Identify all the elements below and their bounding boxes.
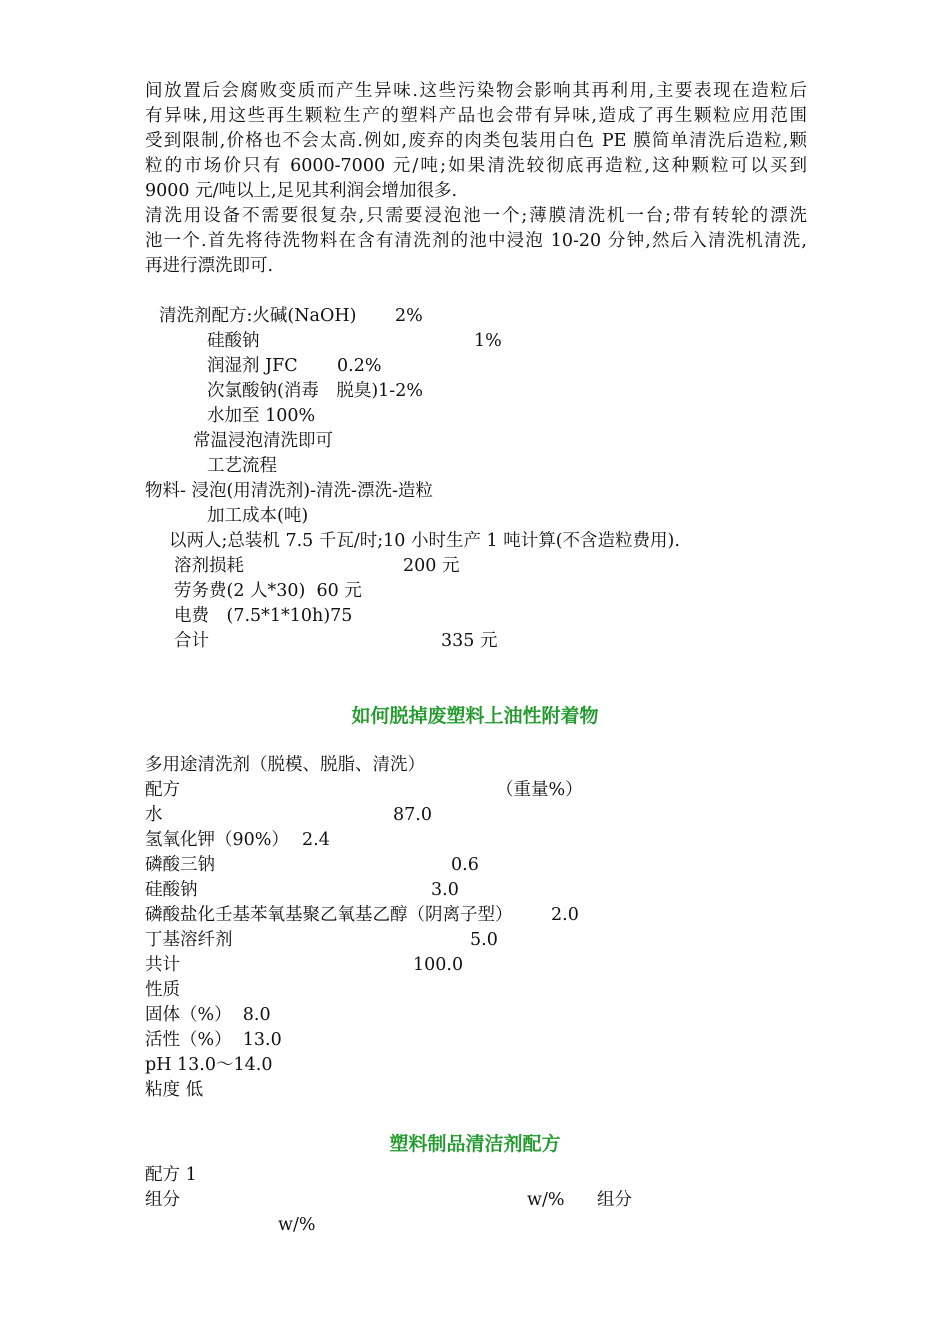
ingredient-value: 0.6: [451, 855, 479, 875]
process-flow: 物料- 浸泡(用清洗剂)-清洗-漂洗-造粒: [145, 481, 433, 501]
text-line: 池一个.首先将待洗物料在含有清洗剂的池中浸泡 10-20 分钟,然后入清洗机清洗,: [145, 231, 807, 251]
ingredient-value: 1%: [474, 331, 502, 351]
ingredient-line: 水加至 100%: [207, 406, 316, 426]
usage-note: 常温浸泡清洗即可: [193, 431, 333, 451]
section-heading: 塑料制品清洁剂配方: [389, 1133, 561, 1155]
table-header-component: 组分: [597, 1190, 632, 1210]
property-line: 粘度 低: [145, 1080, 204, 1100]
ingredient-name: 氢氧化钾（90%）: [145, 830, 289, 850]
ingredient-value: 100.0: [413, 955, 464, 975]
ingredient-value: 3.0: [431, 880, 459, 900]
formula-label: 配方 1: [145, 1165, 197, 1185]
section-subtitle: 多用途清洗剂（脱模、脱脂、清洗）: [145, 755, 425, 775]
text-line: 有异味,用这些再生颗粒生产的塑料产品也会带有异味,造成了再生颗粒应用范围: [145, 106, 807, 126]
formula-title-value: 2%: [395, 306, 423, 326]
process-title: 工艺流程: [207, 456, 277, 476]
text-line: 再进行漂洗即可.: [145, 256, 274, 276]
text-line: 清洗用设备不需要很复杂,只需要浸泡池一个;薄膜清洗机一台;带有转轮的漂洗: [145, 206, 807, 226]
table-header-weight: w/%: [527, 1190, 565, 1210]
ingredient-value: 2.4: [302, 830, 330, 850]
ingredient-name: 水: [145, 805, 163, 825]
intro-paragraph: [145, 79, 807, 204]
ingredient-value: 0.2%: [337, 356, 382, 376]
text-line: 粒的市场价只有 6000-7000 元/吨;如果清洗较彻底再造粒,这种颗粒可以买到: [145, 156, 807, 176]
ingredient-value: 2.0: [551, 905, 579, 925]
cost-item: 电费 (7.5*1*10h)75: [174, 606, 353, 626]
property-line: 活性（%） 13.0: [145, 1030, 282, 1050]
ingredient-line: 次氯酸钠(消毒 脱臭)1-2%: [207, 381, 423, 401]
table-header-left: 配方: [145, 780, 180, 800]
ingredient-value: 87.0: [393, 805, 432, 825]
section-heading: 如何脱掉废塑料上油性附着物: [351, 705, 599, 727]
ingredient-name: 共计: [145, 955, 180, 975]
ingredient-name: 丁基溶纤剂: [145, 930, 233, 950]
property-line: pH 13.0～14.0: [145, 1055, 273, 1075]
ingredient-value: 5.0: [470, 930, 498, 950]
cost-value: 200 元: [403, 556, 460, 576]
ingredient-name: 磷酸三钠: [145, 855, 215, 875]
cost-title: 加工成本(吨): [207, 506, 309, 526]
ingredient-name: 硅酸钠: [145, 880, 198, 900]
cost-total-label: 合计: [174, 631, 209, 651]
properties-title: 性质: [145, 980, 180, 1000]
equipment-paragraph: [145, 204, 807, 279]
ingredient-name: 硅酸钠: [207, 331, 260, 351]
ingredient-name: 磷酸盐化壬基苯氧基聚乙氧基乙醇（阴离子型）: [145, 905, 513, 925]
text-line: 9000 元/吨以上,足见其利润会增加很多.: [145, 181, 458, 201]
property-line: 固体（%） 8.0: [145, 1005, 271, 1025]
cost-basis: 以两人;总装机 7.5 千瓦/时;10 小时生产 1 吨计算(不含造粒费用).: [169, 531, 680, 551]
formula-title: 清洗剂配方:火碱(NaOH): [159, 306, 357, 326]
text-line: 间放置后会腐败变质而产生异味.这些污染物会影响其再利用,主要表现在造粒后: [145, 81, 807, 101]
cost-total-value: 335 元: [441, 631, 498, 651]
table-header-right: （重量%）: [496, 780, 583, 800]
table-header-component: 组分: [145, 1190, 180, 1210]
cost-item: 劳务费(2 人*30) 60 元: [174, 581, 362, 601]
table-header-weight: w/%: [278, 1215, 316, 1235]
ingredient-name: 润湿剂 JFC: [207, 356, 298, 376]
text-line: 受到限制,价格也不会太高.例如,废弃的肉类包装用白色 PE 膜简单清洗后造粒,颗: [145, 131, 807, 151]
cost-item: 溶剂损耗: [174, 556, 244, 576]
